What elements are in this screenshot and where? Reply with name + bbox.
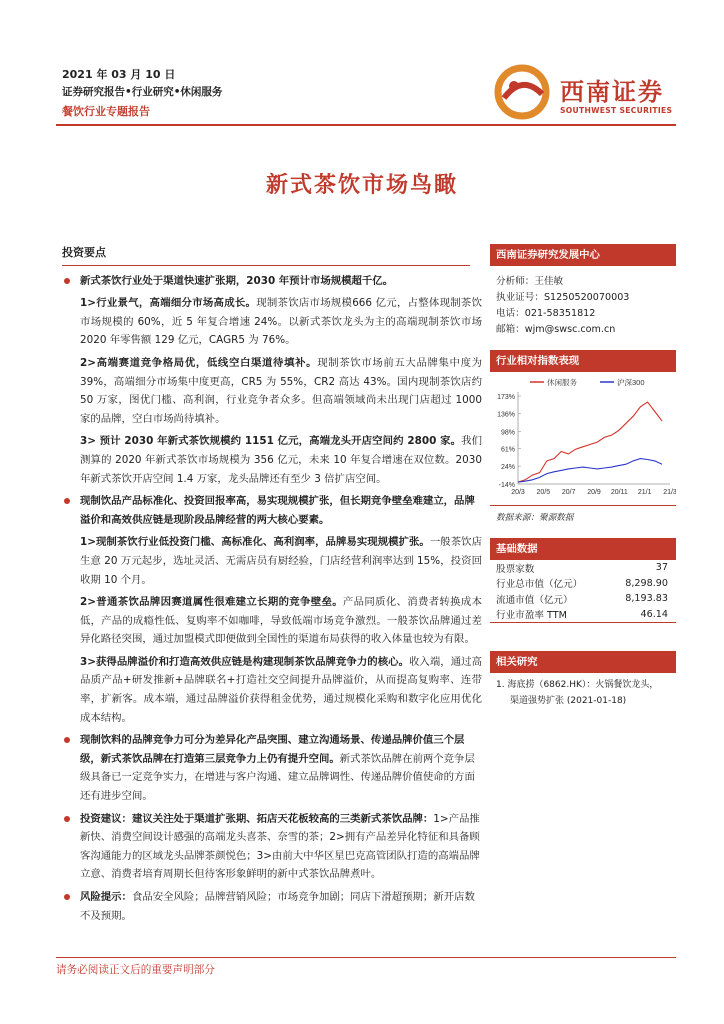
bullet-2-title: 现制饮品产品标准化、投资回报率高，易实现规模扩张，但长期竞争壁垒难建立，品牌溢价和高效供应链是现阶段品牌经营的两大核心要素。 (80, 495, 475, 526)
bullet-5-title: 风险提示： (80, 891, 132, 903)
index-heading: 行业相对指数表现 (490, 350, 676, 372)
report-date: 2021 年 03 月 10 日 (62, 68, 176, 81)
related-research-item-cont[interactable]: 渠道强势扩张 (2021-01-18) (510, 696, 627, 706)
bullet-1-sub-3 (62, 432, 482, 488)
related-research-item[interactable]: 1. 海底捞（6862.HK）：火锅餐饮龙头， (496, 680, 659, 690)
x-tick-label: 21/3 (663, 489, 676, 496)
section-divider (62, 265, 470, 266)
bullet-3-title: 现制饮料的品牌竞争力可分为差异化产品突围、建立沟通场景、传递品牌价值三个层级，新式茶饮品牌在打造第三层竞争力上仍有提升空间。 (80, 734, 465, 765)
bullet-dot-icon (64, 498, 70, 504)
basic-data-label: 流通市值（亿元） (496, 594, 573, 606)
x-tick-label: 20/3 (511, 489, 525, 496)
y-tick-label: 98% (500, 429, 515, 437)
relative-index-chart (490, 372, 676, 502)
x-tick-label: 20/11 (610, 489, 628, 496)
bullet-2-sub-1 (62, 533, 482, 589)
bullet-2-sub-2 (62, 593, 482, 649)
bullet-5-text: 食品安全风险；品牌营销风险；市场竞争加剧；同店下滑超预期；新开店数不及预期。 (80, 891, 475, 922)
basic-data-value: 8,193.83 (625, 593, 668, 605)
bullet-1-sub-1 (62, 294, 482, 350)
phone-number: 电话：021-58351812 (496, 308, 596, 319)
header-divider (56, 124, 676, 126)
chart-source: 数据来源：聚源数据 (496, 513, 574, 523)
y-tick-label: 173% (497, 394, 515, 401)
y-tick-label: 24% (500, 464, 515, 472)
sub-bold: 1>行业景气，高端细分市场高成长。 (80, 297, 257, 310)
basic-data-value: 46.14 (640, 608, 668, 620)
basic-data-row (490, 560, 676, 576)
series-line (518, 402, 662, 482)
x-tick-label: 20/5 (536, 489, 551, 496)
bullet-2 (62, 492, 482, 529)
sub-text: 现制茶饮市场前五大品牌集中度为 39%，高端细分市场集中度更高，CR5 为 55%，CR2 高达 43%。国内现制茶饮店约 50 万家，图优门槛、高利润，行业竞争者众多。但高端领域尚未出现门店超过 1000 家的品牌，空白市场尚待填补。 (80, 356, 483, 425)
bullet-1-title: 新式茶饮行业处于渠道快速扩张期，2030 年预计市场规模超千亿。 (80, 274, 394, 287)
basic-data-row (490, 607, 676, 623)
basic-data-label: 行业市盈率 TTM (496, 610, 567, 622)
research-center-heading: 西南证券研究发展中心 (490, 244, 676, 266)
footer-disclaimer[interactable]: 请务必阅读正文后的重要声明部分 (56, 964, 215, 976)
sub-bold: 2>普通茶饮品牌因赛道属性很难建立长期的竞争壁垒。 (80, 596, 343, 609)
basic-data-value: 37 (655, 562, 668, 574)
sub-bold: 3>获得品牌溢价和打造高效供应链是构建现制茶饮品牌竞争力的核心。 (80, 655, 409, 668)
y-tick-label: 61% (500, 446, 515, 454)
bullet-dot-icon (64, 816, 70, 822)
bullet-3 (62, 731, 482, 805)
legend-label: 休闲服务 (547, 378, 577, 387)
license-number: 执业证号：S1250520070003 (496, 292, 630, 303)
bullet-1-sub-2 (62, 354, 482, 428)
x-tick-label: 20/7 (561, 489, 576, 496)
sub-bold: 2>高端赛道竞争格局优，低线空白渠道待填补。 (80, 356, 318, 369)
basic-data-label: 行业总市值（亿元） (496, 579, 583, 591)
bullet-dot-icon (64, 894, 70, 900)
analyst-name: 分析师：王佳敏 (496, 276, 564, 287)
basic-data-row (490, 591, 676, 607)
basic-data-value: 8,298.90 (625, 577, 668, 589)
bullet-2-sub-3 (62, 653, 482, 727)
y-tick-label: 136% (497, 411, 515, 419)
sub-bold: 1>现制茶饮行业低投资门槛、高标准化、高利润率，品牌易实现规模扩张。 (80, 536, 430, 549)
bullet-dot-icon (64, 278, 70, 284)
series-line (518, 459, 662, 483)
x-tick-label: 21/1 (637, 489, 652, 496)
bullet-4-title: 投资建议：建议关注处于渠道扩张期、拓店天花板较高的三类新式茶饮品牌： (80, 812, 434, 825)
sidebar (490, 244, 676, 709)
bullet-5 (62, 888, 482, 925)
footer-divider (56, 957, 676, 958)
sub-text: 一般茶饮店生意 20 万元起步，选址灵活、无需店员有厨经验，门店经营利润率达到 15%，投资回收期 10 个月。 (80, 536, 483, 586)
sub-text: 现制茶饮店市场规模666 亿元，占整体现制茶饮市场规模的 60%，近 5 年复合增速 24%。以新式茶饮龙头为主的高端现制茶饮市场 2020 年零售额 129 亿元，CAGR5 为 76%。 (80, 297, 482, 347)
legend-label: 沪深300 (617, 378, 645, 387)
sub-text: 产品同质化、消费者转换成本低，产品的成瘾性低、复购率不如咖啡，导致低端市场竞争激烈。一般茶饮品牌通过差异化路径突围，通过加盟模式即便做到全国性的渠道布局获得的收入体量也较为有限。 (80, 596, 482, 646)
bullet-1 (62, 272, 482, 291)
basic-data-heading: 基础数据 (490, 538, 676, 560)
basic-data-row (490, 576, 676, 592)
basic-data-table (490, 560, 676, 622)
related-research-heading: 相关研究 (490, 651, 676, 673)
y-tick-label: -14% (498, 482, 515, 489)
report-subtype: 餐饮行业专题报告 (62, 105, 150, 118)
sub-text: 我们测算的 2020 年新式茶饮市场规模为 356 亿元，未来 10 年复合增速在双位数。2030 年新式茶饮开店空间 1.4 万家，龙头品牌还有至少 3 倍扩店空间。 (80, 435, 483, 485)
bullet-dot-icon (64, 737, 70, 743)
sub-text: 收入端，通过高品质产品+研发推新+品牌联名+打造社交空间提升品牌溢价，从而提高复购率、连带率，扩新客。成本端，通过品牌溢价获得租金优势，通过规模化采购和数字化应用优化成本结构。 (80, 655, 482, 724)
page-title: 新式茶饮市场鸟瞰 (265, 172, 458, 198)
bullet-4-text: 1>产品推新快、消费空间设计感强的高端龙头喜茶、奈雪的茶；2>拥有产品差异化特征和具备顾客沟通能力的区域龙头品牌茶颜悦色；3>由前大中华区星巴克高管团队打造的高端品牌立意、消费者培育周期长但待客形象鲜明的新中式茶饮品牌煮叶。 (80, 812, 480, 881)
bullet-4 (62, 810, 482, 884)
bullet-3-text: 新式茶饮品牌在前两个竞争层级具备已一定竞争实力，在增进与客户沟通、建立品牌调性、传递品牌价值使命的方面还有进步空间。 (80, 752, 475, 803)
key-points-section (62, 244, 482, 929)
email-link[interactable]: 邮箱：wjm@swsc.com.cn (496, 324, 616, 335)
basic-data-label: 股票家数 (496, 563, 535, 575)
x-tick-label: 20/9 (587, 489, 601, 496)
sub-bold: 3> 预计 2030 年新式茶饮规模约 1151 亿元，高端龙头开店空间约 2800 家。 (80, 435, 462, 448)
report-type: 证券研究报告•行业研究•休闲服务 (62, 86, 223, 98)
company-logo-english: SOUTHWEST SECURITIES (560, 106, 673, 115)
company-logo-icon (494, 64, 554, 120)
key-points-heading: 投资要点 (62, 246, 106, 259)
company-logo-text: 西南证券 (560, 77, 664, 106)
